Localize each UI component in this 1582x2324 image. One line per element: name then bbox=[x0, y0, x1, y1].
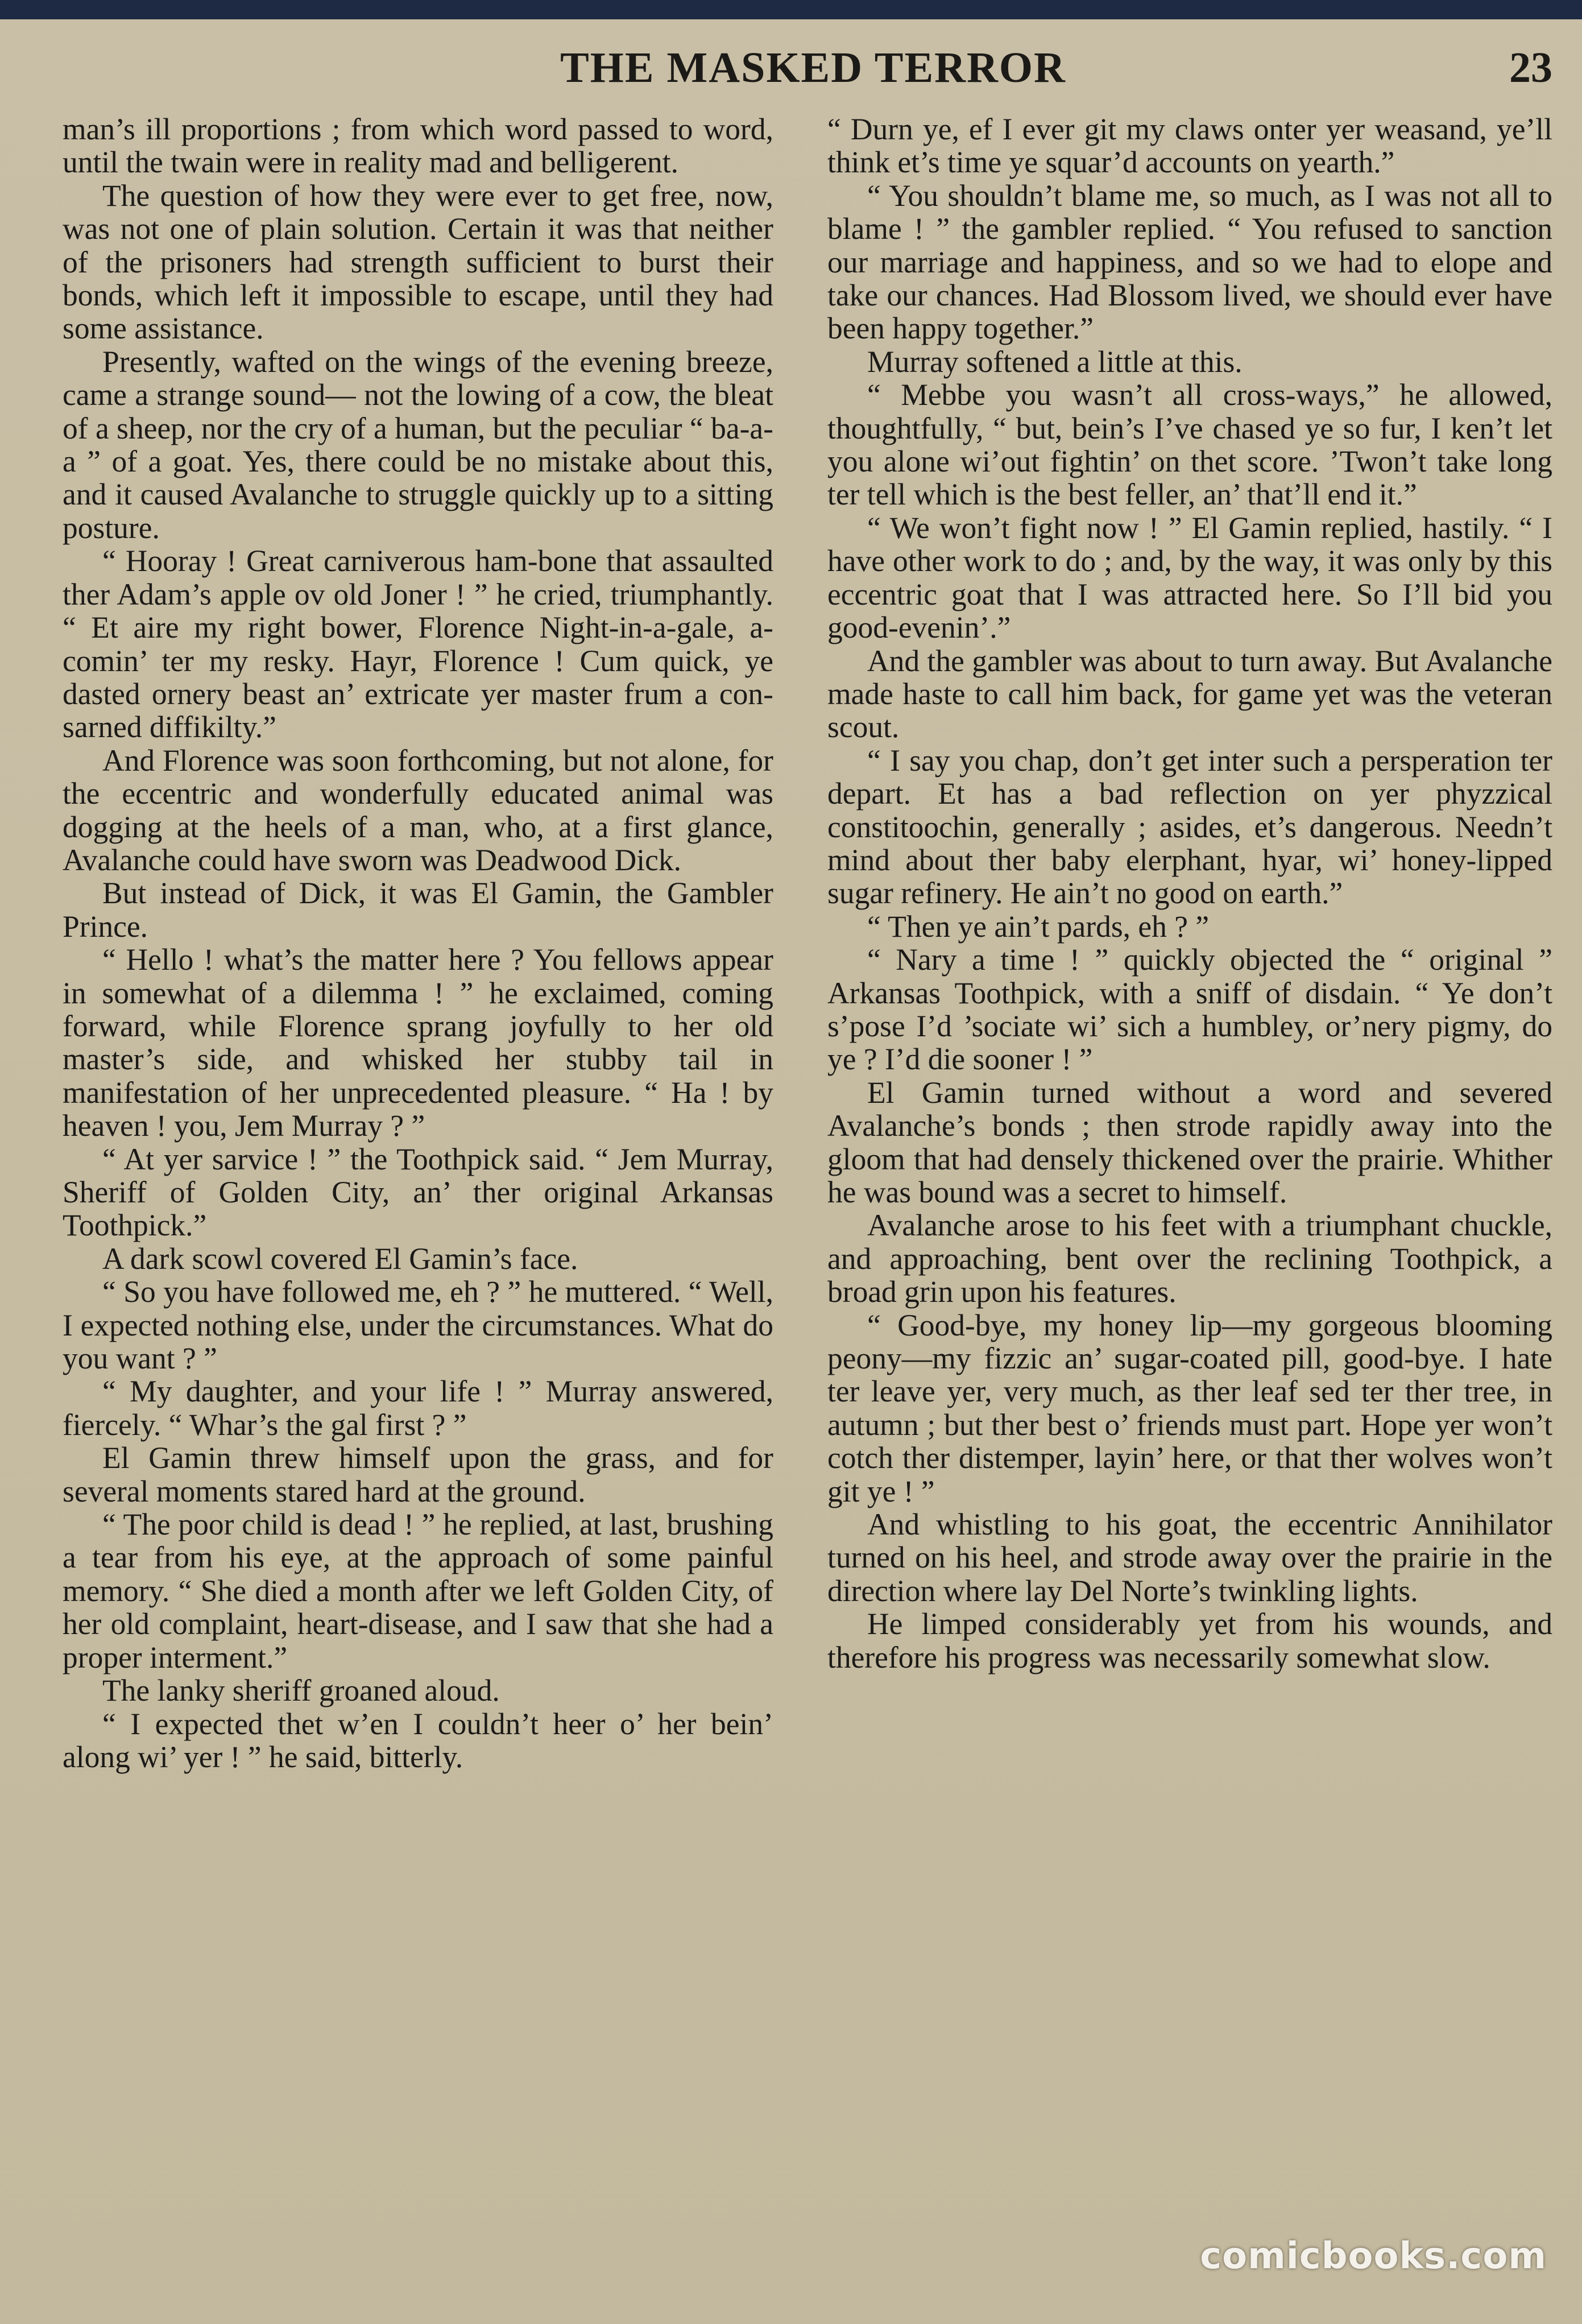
watermark: comicbooks.com bbox=[1200, 2235, 1547, 2277]
paragraph: “ You shouldn’t blame me, so much, as I was not all to blame ! ” the gambler replied. “ You refused to sanction our marriage and happiness, and so we had to elope and take our chances. Had Blossom lived, we should ever have been happy together.” bbox=[827, 178, 1552, 346]
paragraph: “ Hooray ! Great carniverous ham-bone that assaulted ther Adam’s apple ov old Joner ! ” he cried, triumphantly. “ Et aire my right bower, Florence Night-in-a-gale, a-comin’ ter my resky. Hayr, Florence ! Cum quick, ye dasted ornery beast an’ extricate yer master frum a con-sarned diffikilty.” bbox=[63, 544, 773, 745]
right-text-column bbox=[827, 113, 1552, 2194]
page-number: 23 bbox=[1509, 44, 1552, 92]
paragraph: man’s ill proportions ; from which word passed to word, until the twain were in reality mad and belligerent. bbox=[63, 113, 773, 180]
paragraph: “ Hello ! what’s the matter here ? You fellows appear in somewhat of a dilemma ! ” he exclaimed, coming forward, while Florence sprang joyfully to her old master’s side, and whisked her stubby tail in manifestation of her unprecedented pleasure. “ Ha ! by heaven ! you, Jem Murray ? ” bbox=[63, 942, 773, 1143]
paragraph: And whistling to his goat, the eccentric Annihilator turned on his heel, and strode away over the prairie in the direction where lay Del Norte’s twinkling lights. bbox=[827, 1507, 1552, 1608]
paragraph: El Gamin turned without a word and severed Avalanche’s bonds ; then strode rapidly away into the gloom that had densely thickened over the prairie. Whither he was bound was a secret to himself. bbox=[827, 1075, 1552, 1209]
paragraph: But instead of Dick, it was El Gamin, the Gambler Prince. bbox=[63, 876, 773, 944]
paragraph: The lanky sheriff groaned aloud. bbox=[102, 1673, 500, 1708]
paragraph: A dark scowl covered El Gamin’s face. bbox=[102, 1241, 578, 1276]
paragraph: “ I say you chap, don’t get inter such a persperation ter depart. Et has a bad reflection on yer phyzzical constitoochin, generally ; asides, et’s dangerous. Needn’t mind about ther baby elerphant, hyar, wi’ honey-lipped sugar refinery. He ain’t no good on earth.” bbox=[827, 743, 1552, 911]
paragraph: “ My daughter, and your life ! ” Murray answered, fiercely. “ Whar’s the gal first ? ” bbox=[63, 1374, 773, 1442]
paragraph: “ At yer sarvice ! ” the Toothpick said. “ Jem Murray, Sheriff of Golden City, an’ ther original Arkansas Toothpick.” bbox=[63, 1142, 773, 1243]
paragraph: “ Good-bye, my honey lip—my gorgeous blooming peony—my fizzic an’ sugar-coated pill, good-bye. I hate ter leave yer, very much, as ther leaf sed ter ther tree, in autumn ; but ther best o’ friends must part. Hope yer won’t cotch ther distemper, layin’ here, or that ther wolves won’t git ye ! ” bbox=[827, 1308, 1552, 1508]
paragraph: “ So you have followed me, eh ? ” he muttered. “ Well, I expected nothing else, under the circumstances. What do you want ? ” bbox=[63, 1275, 773, 1376]
paragraph: “ Durn ye, ef I ever git my claws onter yer weasand, ye’ll think et’s time ye squar’d accounts on yearth.” bbox=[827, 113, 1552, 180]
paragraph: “ Nary a time ! ” quickly objected the “ original ” Arkansas Toothpick, with a sniff of disdain. “ Ye don’t s’pose I’d ’sociate wi’ sich a humbley, or’nery pigmy, do ye ? I’d die sooner ! ” bbox=[827, 942, 1552, 1077]
page-top-edge bbox=[0, 0, 1582, 19]
paragraph: The question of how they were ever to get free, now, was not one of plain solution. Certain it was that neither of the prisoners had strength sufficient to burst their bonds, which left it impossible to escape, until they had some assistance. bbox=[63, 178, 773, 346]
paragraph: “ We won’t fight now ! ” El Gamin replied, hastily. “ I have other work to do ; and, by the way, it was only by this eccentric goat that I was attracted here. So I’ll bid you good-evenin’.” bbox=[827, 510, 1552, 645]
paragraph: “ The poor child is dead ! ” he replied, at last, brushing a tear from his eye, at the approach of some painful memory. “ She died a month after we left Golden City, of her old complaint, heart-disease, and I saw that she had a proper interment.” bbox=[63, 1507, 773, 1674]
left-text-column bbox=[63, 113, 773, 2194]
running-title: THE MASKED TERROR bbox=[560, 44, 1066, 92]
paragraph: El Gamin threw himself upon the grass, and for several moments stared hard at the ground. bbox=[63, 1441, 773, 1508]
paragraph: And the gambler was about to turn away. But Avalanche made haste to call him back, for game yet was the veteran scout. bbox=[827, 643, 1552, 745]
paragraph: And Florence was soon forthcoming, but not alone, for the eccentric and wonderfully educated animal was dogging at the heels of a man, who, at a first glance, Avalanche could have sworn was Deadwood Dick. bbox=[63, 743, 773, 877]
paragraph: Presently, wafted on the wings of the evening breeze, came a strange sound— not the lowing of a cow, the bleat of a sheep, nor the cry of a human, but the peculiar “ ba-a-a ” of a goat. Yes, there could be no mistake about this, and it caused Avalanche to struggle quickly up to a sitting posture. bbox=[63, 344, 773, 545]
paragraph: He limped considerably yet from his wounds, and therefore his progress was necessarily somewhat slow. bbox=[827, 1607, 1552, 1674]
paragraph: Avalanche arose to his feet with a triumphant chuckle, and approaching, bent over the reclining Toothpick, a broad grin upon his features. bbox=[827, 1208, 1552, 1309]
page-header bbox=[0, 36, 1582, 99]
paragraph: “ I expected thet w’en I couldn’t heer o’ her bein’ along wi’ yer ! ” he said, bitterly. bbox=[63, 1706, 773, 1774]
paragraph: “ Mebbe you wasn’t all cross-ways,” he allowed, thoughtfully, “ but, bein’s I’ve chased ye so fur, I ken’t let you alone wi’out fightin’ on thet score. ’Twon’t take long ter tell which is the best feller, an’ that’ll end it.” bbox=[827, 378, 1552, 512]
paragraph: Murray softened a little at this. bbox=[867, 344, 1243, 379]
paragraph: “ Then ye ain’t pards, eh ? ” bbox=[867, 909, 1210, 944]
